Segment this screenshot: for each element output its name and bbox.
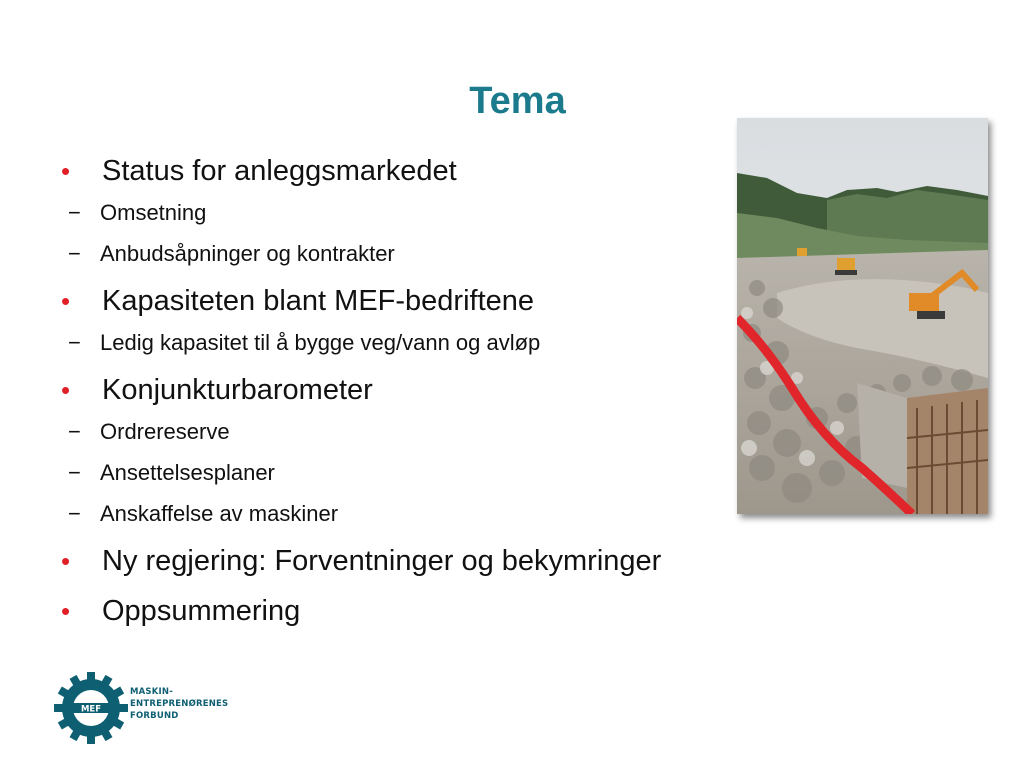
bullet-marker: • xyxy=(61,375,71,405)
sub-bullet-marker: − xyxy=(68,330,81,355)
sub-bullet-text: Ordrereserve xyxy=(100,419,230,444)
bullet-item xyxy=(56,369,796,411)
sub-list xyxy=(56,411,796,534)
logo-emblem-text: MEF xyxy=(80,704,102,715)
sub-bullet-item xyxy=(56,411,796,452)
logo-line: FORBUND xyxy=(130,711,179,721)
bullet-marker: • xyxy=(61,596,71,626)
bullet-item xyxy=(56,590,796,632)
bullet-list xyxy=(56,150,796,632)
slide-title: Tema xyxy=(469,80,566,122)
bullet-item xyxy=(56,280,796,322)
bullet-item xyxy=(56,150,796,192)
sub-list-container xyxy=(56,411,796,534)
bullet-text: Oppsummering xyxy=(102,595,301,627)
gear-emblem-icon xyxy=(54,672,128,744)
bullet-text: Ny regjering: Forventninger og bekymringer xyxy=(102,545,662,577)
logo-line: MASKIN- xyxy=(130,687,173,697)
sub-bullet-item xyxy=(56,233,796,274)
sub-bullet-item xyxy=(56,322,796,363)
sub-bullet-text: Ledig kapasitet til å bygge veg/vann og avløp xyxy=(100,330,541,355)
logo-line: ENTREPRENØRENES xyxy=(130,699,229,709)
construction-site-photo xyxy=(737,118,988,514)
sub-bullet-item xyxy=(56,493,796,534)
sub-bullet-text: Anbudsåpninger og kontrakter xyxy=(100,241,395,266)
mef-logo xyxy=(54,672,244,744)
sub-bullet-marker: − xyxy=(68,460,81,485)
bullet-text: Status for anleggsmarkedet xyxy=(102,155,457,187)
logo-wordmark xyxy=(130,686,228,722)
bullet-marker: • xyxy=(61,156,71,186)
sub-bullet-text: Omsetning xyxy=(100,200,207,225)
sub-bullet-text: Ansettelsesplaner xyxy=(100,460,275,485)
sub-bullet-marker: − xyxy=(68,419,81,444)
sub-list-container xyxy=(56,322,796,363)
sub-list xyxy=(56,192,796,274)
bullet-text: Kapasiteten blant MEF-bedriftene xyxy=(102,285,535,317)
sub-bullet-item xyxy=(56,452,796,493)
sub-list-container xyxy=(56,192,796,274)
sub-bullet-item xyxy=(56,192,796,233)
sub-list xyxy=(56,322,796,363)
bullet-marker: • xyxy=(61,286,71,316)
sub-bullet-marker: − xyxy=(68,501,81,526)
bullet-text: Konjunkturbarometer xyxy=(102,374,373,406)
sub-bullet-marker: − xyxy=(68,200,81,225)
bullet-marker: • xyxy=(61,546,71,576)
sub-bullet-marker: − xyxy=(68,241,81,266)
sub-bullet-text: Anskaffelse av maskiner xyxy=(100,501,339,526)
bullet-item xyxy=(56,540,796,582)
